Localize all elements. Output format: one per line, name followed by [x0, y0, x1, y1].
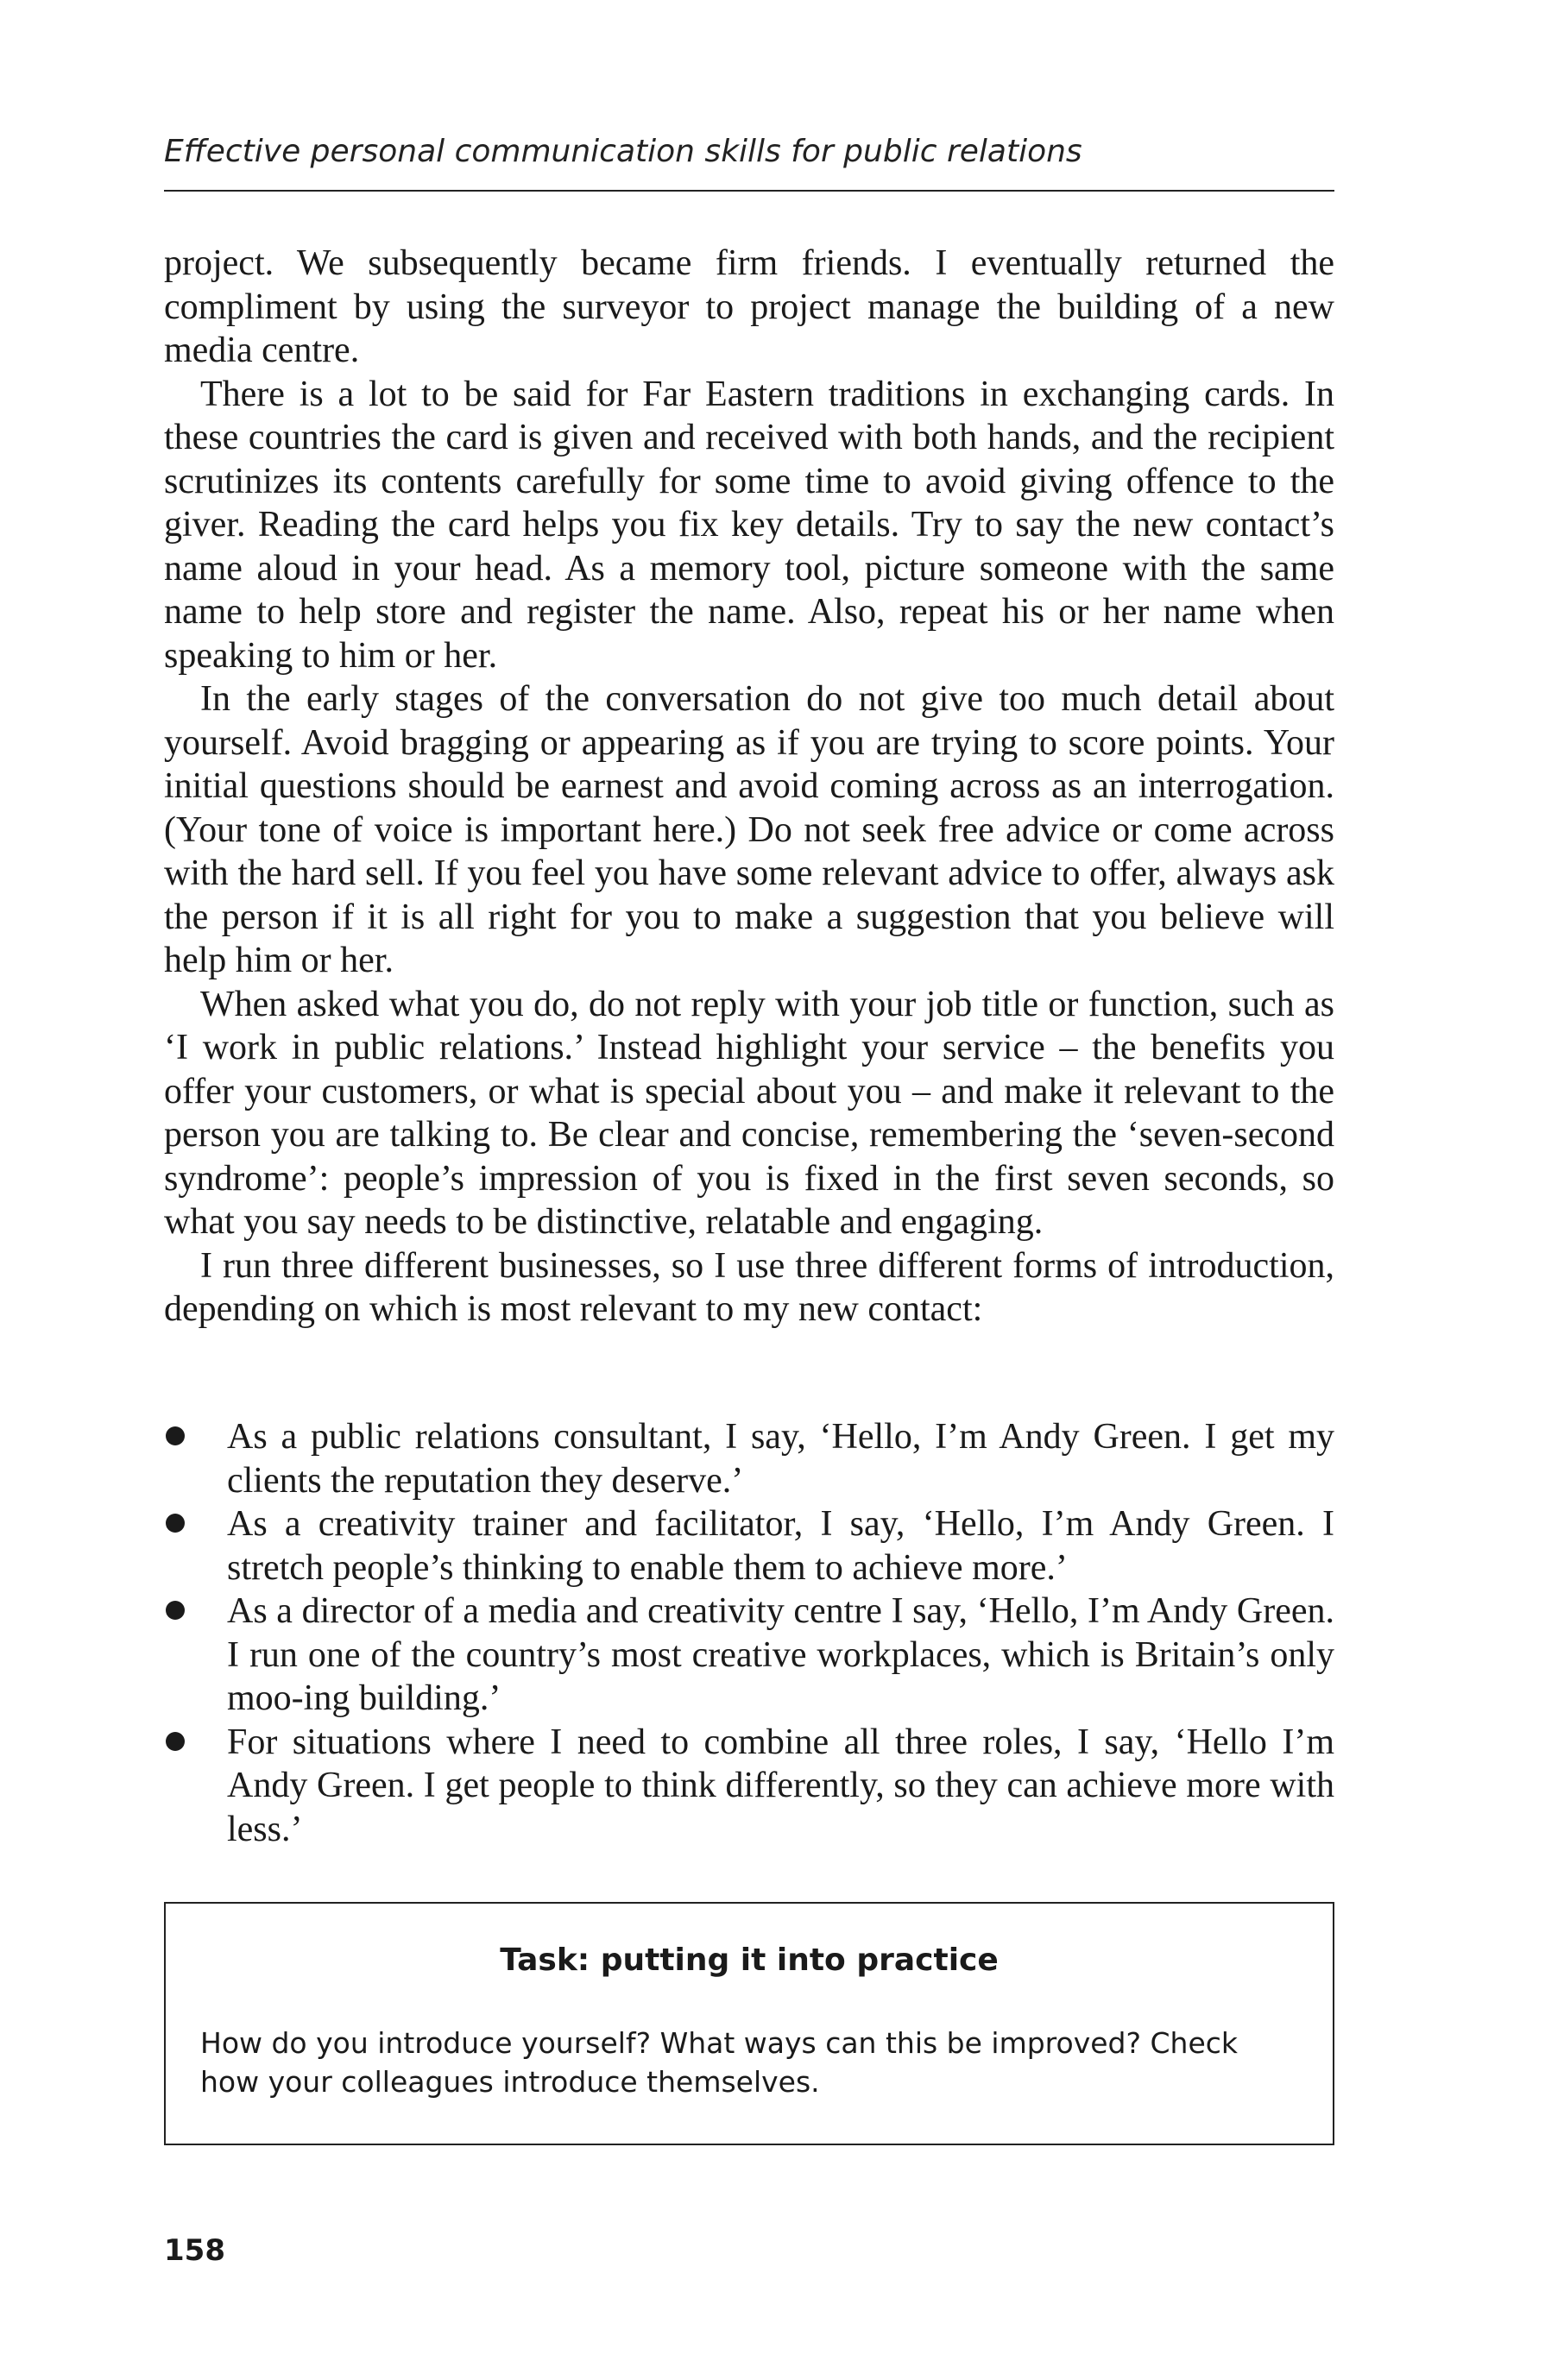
list-item — [164, 1502, 1334, 1590]
paragraph-card-exchange: There is a lot to be said for Far Eastern traditions in exchanging cards. In these countries the card is given and received with both hands, and the recipient scrutinizes its contents carefully for some time to avoid giving offence to the giver. Reading the card helps you fix key details. Try to say the new contact’s name aloud in your head. As a memory tool, picture someone with the same name to help store and register the name. Also, repeat his or her name when speaking to him or her. — [164, 374, 1334, 676]
bullet-icon — [166, 1601, 185, 1620]
page-number: 158 — [164, 2233, 225, 2268]
list-item-text: For situations where I need to combine all three roles, I say, ‘Hello I’m Andy Green. I get people to think differently, so they can achieve more with less.’ — [227, 1722, 1334, 1849]
paragraph-conversation: In the early stages of the conversation do not give too much detail about yourself. Avoid bragging or appearing as if you are trying to score points. Your initial questions should be earnest and avoid coming across as an interrogation. (Your tone of voice is important here.) Do not seek free advice or come across with the hard sell. If you feel you have some relevant advice to offer, always ask the person if it is all right for you to make a suggestion that you believe will help him or her. — [164, 679, 1334, 980]
task-text: How do you introduce yourself? What ways can this be improved? Check how your colleagues introduce themselves. — [200, 2026, 1239, 2099]
paragraph-three-businesses: I run three different businesses, so I use three different forms of introduction, depending on which is most relevant to my new contact: — [164, 1245, 1334, 1329]
paragraph-what-you-do: When asked what you do, do not reply with your job title or function, such as ‘I work in public relations.’ Instead highlight your service – the benefits you offer your customers, or what is special about you – and make it relevant to the person you are talking to. Be clear and concise, remembering the ‘seven-second syndrome’: people’s impression of you is fixed in the first seven seconds, so what you say needs to be distinctive, relatable and engaging. — [164, 984, 1334, 1242]
list-item-text: As a creativity trainer and facilitator, I say, ‘Hello, I’m Andy Green. I stretch people’s thinking to enable them to achieve more.’ — [227, 1504, 1334, 1588]
body-text — [164, 242, 1334, 1332]
list-item — [164, 1415, 1334, 1502]
task-box — [164, 1902, 1334, 2145]
list-item — [164, 1721, 1334, 1852]
header-rule — [164, 190, 1334, 192]
list-item — [164, 1590, 1334, 1721]
bullet-icon — [166, 1514, 185, 1533]
list-item-text: As a public relations consultant, I say, ‘Hello, I’m Andy Green. I get my clients the reputation they deserve.’ — [227, 1417, 1334, 1501]
introduction-list — [164, 1415, 1334, 1851]
task-title: Task: putting it into practice — [500, 1942, 999, 1978]
paragraph-continued: project. We subsequently became firm friends. I eventually returned the compliment by using the surveyor to project manage the building of a new media centre. — [164, 243, 1334, 370]
bullet-icon — [166, 1732, 185, 1751]
bullet-icon — [166, 1426, 185, 1445]
list-item-text: As a director of a media and creativity centre I say, ‘Hello, I’m Andy Green. I run one of the country’s most creative workplaces, which is Britain’s only moo-ing building.’ — [227, 1591, 1334, 1718]
running-header: Effective personal communication skills for public relations — [164, 134, 1082, 169]
